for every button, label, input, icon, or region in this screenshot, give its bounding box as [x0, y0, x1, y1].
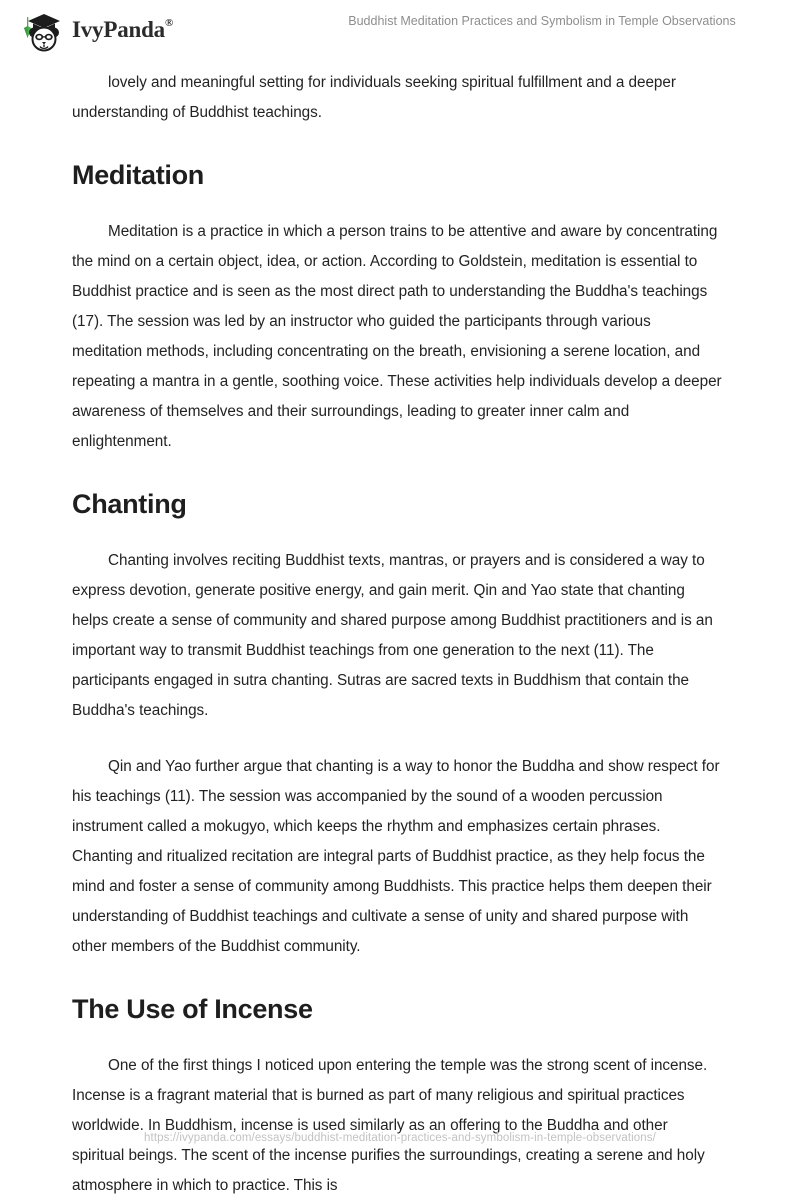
document-header-title: Buddhist Meditation Practices and Symbolism in Temple Observations	[348, 14, 736, 28]
section-heading-chanting: Chanting	[72, 489, 187, 519]
registered-trademark-icon: ®	[164, 17, 174, 30]
source-url-link[interactable]: https://ivypanda.com/essays/buddhist-meditation-practices-and-symbolism-in-temple-observations/	[144, 1132, 656, 1144]
brand-name-text: IvyPanda	[72, 17, 165, 42]
document-content	[72, 68, 722, 1201]
brand-name	[72, 17, 173, 43]
page-footer	[0, 1128, 800, 1146]
page-header	[0, 0, 800, 58]
section-heading-incense: The Use of Incense	[72, 994, 313, 1024]
panda-graduate-logo-icon	[16, 8, 68, 52]
paragraph-incense-1: One of the first things I noticed upon entering the temple was the strong scent of incense. Incense is a fragrant material that is burned as part of many religious and spiritual practices worldwide. In Buddhism, incense is used similarly as an offering to the Buddha and other spiritual beings. The scent of the incense purifies the surroundings, creating a serene and holy atmosphere in which to practice. This is	[72, 1057, 708, 1194]
paragraph-chanting-1: Chanting involves reciting Buddhist texts, mantras, or prayers and is considered a way to express devotion, generate positive energy, and gain merit. Qin and Yao state that chanting helps create a sense of community and shared purpose among Buddhist practitioners and is an important way to transmit Buddhist teachings from one generation to the next (11). The participants engaged in sutra chanting. Sutras are sacred texts in Buddhism that contain the Buddha's teachings.	[72, 552, 713, 719]
paragraph-chanting-2: Qin and Yao further argue that chanting is a way to honor the Buddha and show respect for his teachings (11). The session was accompanied by the sound of a wooden percussion instrument called a mokugyo, which keeps the rhythm and emphasizes certain phrases. Chanting and ritualized recitation are integral parts of Buddhist practice, as they help focus the mind and foster a sense of community among Buddhists. This practice helps them deepen their understanding of Buddhist teachings and cultivate a sense of unity and shared purpose with other members of the Buddhist community.	[72, 758, 720, 955]
paragraph-meditation-1: Meditation is a practice in which a person trains to be attentive and aware by concentrating the mind on a certain object, idea, or action. According to Goldstein, meditation is essential to Buddhist practice and is seen as the most direct path to understanding the Buddha's teachings (17). The session was led by an instructor who guided the participants through various meditation methods, including concentrating on the breath, envisioning a serene location, and repeating a mantra in a gentle, soothing voice. These activities help individuals develop a deeper awareness of themselves and their surroundings, leading to greater inner calm and enlightenment.	[72, 223, 722, 450]
intro-paragraph: lovely and meaningful setting for individuals seeking spiritual fulfillment and a deeper understanding of Buddhist teachings.	[72, 74, 676, 121]
section-heading-meditation: Meditation	[72, 160, 204, 190]
brand-logo-link[interactable]	[16, 8, 173, 52]
